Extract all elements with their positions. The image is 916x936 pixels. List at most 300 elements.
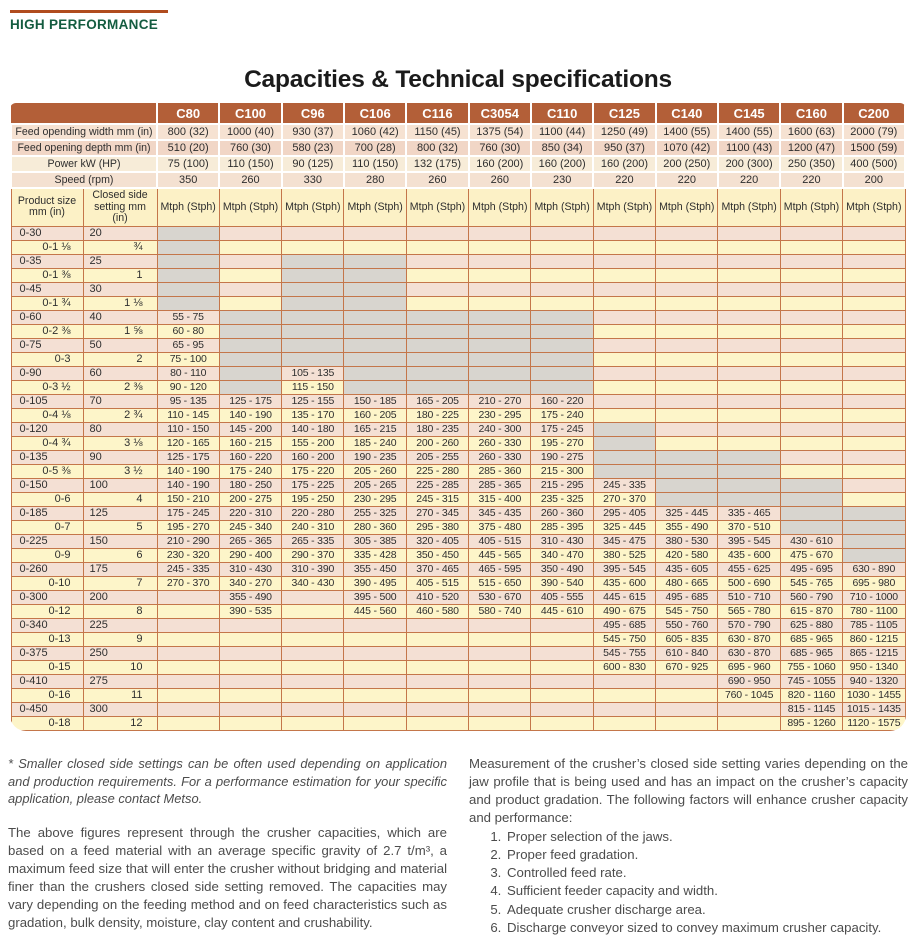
closed-side-setting: 50 bbox=[83, 338, 157, 352]
performance-factor-item: 4. Sufficient feeder capacity and width. bbox=[505, 882, 908, 900]
page-title: Capacities & Technical specifications bbox=[244, 66, 672, 93]
capacity-cell: 490 - 675 bbox=[593, 604, 655, 618]
capacity-cell: 475 - 670 bbox=[780, 548, 842, 562]
capacity-cell: 125 - 155 bbox=[282, 394, 344, 408]
closed-side-setting: 20 bbox=[83, 226, 157, 240]
capacity-cell: 95 - 135 bbox=[157, 394, 219, 408]
page bbox=[0, 10, 916, 936]
capacity-cell bbox=[531, 674, 593, 688]
not-applicable-cell bbox=[656, 464, 718, 478]
not-applicable-cell bbox=[344, 296, 406, 310]
capacity-cell: 180 - 235 bbox=[406, 422, 468, 436]
capacity-cell: 950 - 1340 bbox=[843, 660, 905, 674]
capacity-cell bbox=[843, 366, 905, 380]
capacity-cell: 695 - 960 bbox=[718, 660, 780, 674]
closed-side-setting: 2 ⅜ bbox=[83, 380, 157, 394]
capacity-row bbox=[11, 506, 905, 520]
capacity-cell bbox=[780, 366, 842, 380]
capacity-cell: 755 - 1060 bbox=[780, 660, 842, 674]
capacity-cell: 545 - 765 bbox=[780, 576, 842, 590]
not-applicable-cell bbox=[531, 380, 593, 394]
spec-value: 90 (125) bbox=[282, 156, 344, 172]
capacity-cell bbox=[344, 688, 406, 702]
performance-factor-item: 2. Proper feed gradation. bbox=[505, 846, 908, 864]
footer-left-column bbox=[8, 755, 447, 936]
closed-side-setting: 5 bbox=[83, 520, 157, 534]
capacity-cell: 190 - 275 bbox=[531, 450, 593, 464]
spec-value: 1400 (55) bbox=[718, 124, 780, 140]
capacity-cell bbox=[344, 240, 406, 254]
model-header-row bbox=[11, 103, 905, 124]
product-size: 0-15 bbox=[11, 660, 83, 674]
capacity-cell: 465 - 595 bbox=[469, 562, 531, 576]
capacity-cell: 180 - 225 bbox=[406, 408, 468, 422]
capacity-cell: 940 - 1320 bbox=[843, 674, 905, 688]
capacity-cell: 145 - 200 bbox=[219, 422, 281, 436]
capacity-cell: 165 - 205 bbox=[406, 394, 468, 408]
not-applicable-cell bbox=[593, 450, 655, 464]
capacity-cell bbox=[780, 436, 842, 450]
capacity-cell: 495 - 695 bbox=[780, 562, 842, 576]
capacity-data-section bbox=[11, 226, 905, 730]
capacity-cell: 160 - 205 bbox=[344, 408, 406, 422]
capacity-cell bbox=[593, 282, 655, 296]
capacity-cell: 160 - 215 bbox=[219, 436, 281, 450]
capacity-cell: 370 - 465 bbox=[406, 562, 468, 576]
capacity-cell bbox=[469, 240, 531, 254]
capacity-cell bbox=[718, 702, 780, 716]
spec-value: 760 (30) bbox=[469, 140, 531, 156]
capacity-cell bbox=[344, 660, 406, 674]
capacity-cell: 405 - 515 bbox=[469, 534, 531, 548]
capacity-cell bbox=[593, 254, 655, 268]
spec-section bbox=[11, 124, 905, 188]
capacity-cell bbox=[843, 422, 905, 436]
capacity-cell bbox=[656, 296, 718, 310]
brand-label: HIGH PERFORMANCE bbox=[10, 17, 159, 32]
capacity-cell: 785 - 1105 bbox=[843, 618, 905, 632]
capacities-table-wrap bbox=[10, 103, 906, 731]
spec-value: 1000 (40) bbox=[219, 124, 281, 140]
capacity-cell bbox=[157, 646, 219, 660]
capacity-cell: 315 - 400 bbox=[469, 492, 531, 506]
not-applicable-cell bbox=[531, 324, 593, 338]
closed-side-setting: 11 bbox=[83, 688, 157, 702]
capacity-cell bbox=[843, 478, 905, 492]
capacity-cell: 110 - 145 bbox=[157, 408, 219, 422]
closed-side-header: Closed side setting mm (in) bbox=[83, 188, 157, 226]
capacity-cell bbox=[531, 646, 593, 660]
capacity-cell: 140 - 190 bbox=[219, 408, 281, 422]
spec-value: 1400 (55) bbox=[656, 124, 718, 140]
capacity-cell: 175 - 245 bbox=[157, 506, 219, 520]
product-size: 0-18 bbox=[11, 716, 83, 730]
capacity-cell: 235 - 325 bbox=[531, 492, 593, 506]
capacity-cell: 685 - 965 bbox=[780, 632, 842, 646]
brand-block bbox=[10, 10, 170, 32]
capacity-cell bbox=[656, 674, 718, 688]
not-applicable-cell bbox=[718, 450, 780, 464]
capacity-row bbox=[11, 352, 905, 366]
capacity-cell bbox=[531, 226, 593, 240]
spec-value: 132 (175) bbox=[406, 156, 468, 172]
capacity-cell bbox=[780, 338, 842, 352]
model-header-corner bbox=[11, 103, 157, 124]
product-size: 0-45 bbox=[11, 282, 83, 296]
capacity-cell: 860 - 1215 bbox=[843, 632, 905, 646]
performance-factor-item: 1. Proper selection of the jaws. bbox=[505, 828, 908, 846]
capacity-cell bbox=[656, 226, 718, 240]
model-header-c100: C100 bbox=[219, 103, 281, 124]
capacity-cell: 190 - 235 bbox=[344, 450, 406, 464]
unit-label: Mtph (Stph) bbox=[656, 188, 718, 226]
product-size: 0-16 bbox=[11, 688, 83, 702]
capacity-cell: 375 - 480 bbox=[469, 520, 531, 534]
capacity-cell: 220 - 280 bbox=[282, 506, 344, 520]
capacity-row bbox=[11, 548, 905, 562]
closed-side-setting: 125 bbox=[83, 506, 157, 520]
spec-value: 230 bbox=[531, 172, 593, 188]
closed-side-setting: 6 bbox=[83, 548, 157, 562]
capacity-cell bbox=[219, 674, 281, 688]
product-size: 0-1 ⅜ bbox=[11, 268, 83, 282]
spec-value: 930 (37) bbox=[282, 124, 344, 140]
capacity-cell bbox=[157, 604, 219, 618]
capacity-cell bbox=[219, 282, 281, 296]
model-header-c3054: C3054 bbox=[469, 103, 531, 124]
capacity-cell: 270 - 370 bbox=[157, 576, 219, 590]
not-applicable-cell bbox=[656, 450, 718, 464]
capacity-cell bbox=[780, 296, 842, 310]
product-size-header: Product size mm (in) bbox=[11, 188, 83, 226]
capacity-cell bbox=[593, 674, 655, 688]
capacity-cell bbox=[406, 240, 468, 254]
capacity-cell: 75 - 100 bbox=[157, 352, 219, 366]
capacity-cell bbox=[282, 632, 344, 646]
capacity-cell bbox=[656, 282, 718, 296]
capacity-cell bbox=[656, 702, 718, 716]
capacity-cell bbox=[531, 632, 593, 646]
not-applicable-cell bbox=[843, 506, 905, 520]
spec-value: 200 bbox=[843, 172, 905, 188]
capacity-cell bbox=[282, 618, 344, 632]
capacity-cell bbox=[780, 450, 842, 464]
capacity-cell bbox=[531, 660, 593, 674]
capacity-cell: 460 - 580 bbox=[406, 604, 468, 618]
capacity-cell: 150 - 210 bbox=[157, 492, 219, 506]
not-applicable-cell bbox=[469, 310, 531, 324]
not-applicable-cell bbox=[780, 478, 842, 492]
model-header-c80: C80 bbox=[157, 103, 219, 124]
capacity-cell: 125 - 175 bbox=[219, 394, 281, 408]
capacity-cell: 355 - 490 bbox=[656, 520, 718, 534]
table-head bbox=[11, 103, 905, 124]
capacity-cell: 245 - 315 bbox=[406, 492, 468, 506]
capacity-cell bbox=[469, 268, 531, 282]
capacity-cell bbox=[406, 226, 468, 240]
capacity-cell: 195 - 270 bbox=[157, 520, 219, 534]
spec-value: 260 bbox=[219, 172, 281, 188]
capacity-cell bbox=[843, 310, 905, 324]
capacity-cell bbox=[406, 254, 468, 268]
capacity-cell: 600 - 830 bbox=[593, 660, 655, 674]
capacity-cell bbox=[656, 380, 718, 394]
capacity-cell bbox=[469, 716, 531, 730]
closed-side-setting: 1 ⅝ bbox=[83, 324, 157, 338]
capacity-cell bbox=[843, 408, 905, 422]
capacity-cell: 445 - 610 bbox=[531, 604, 593, 618]
capacity-cell: 405 - 555 bbox=[531, 590, 593, 604]
capacity-cell: 175 - 245 bbox=[531, 422, 593, 436]
spec-value: 160 (200) bbox=[531, 156, 593, 172]
capacity-cell bbox=[157, 618, 219, 632]
not-applicable-cell bbox=[469, 380, 531, 394]
closed-side-setting: 4 bbox=[83, 492, 157, 506]
capacity-row bbox=[11, 338, 905, 352]
not-applicable-cell bbox=[282, 268, 344, 282]
capacity-cell bbox=[593, 352, 655, 366]
product-size: 0-150 bbox=[11, 478, 83, 492]
closed-side-setting: 300 bbox=[83, 702, 157, 716]
capacity-cell: 205 - 265 bbox=[344, 478, 406, 492]
capacity-cell: 335 - 465 bbox=[718, 506, 780, 520]
capacity-cell bbox=[843, 380, 905, 394]
capacity-cell: 355 - 490 bbox=[219, 590, 281, 604]
capacity-cell bbox=[531, 282, 593, 296]
capacity-row bbox=[11, 324, 905, 338]
capacity-cell: 610 - 840 bbox=[656, 646, 718, 660]
closed-side-setting: 2 bbox=[83, 352, 157, 366]
capacity-cell: 340 - 430 bbox=[282, 576, 344, 590]
capacity-cell bbox=[593, 268, 655, 282]
closed-side-setting: 1 bbox=[83, 268, 157, 282]
not-applicable-cell bbox=[469, 338, 531, 352]
not-applicable-cell bbox=[469, 324, 531, 338]
not-applicable-cell bbox=[282, 324, 344, 338]
spec-value: 200 (250) bbox=[656, 156, 718, 172]
unit-label: Mtph (Stph) bbox=[593, 188, 655, 226]
closed-side-setting: 1 ⅛ bbox=[83, 296, 157, 310]
capacity-cell bbox=[469, 646, 531, 660]
capacity-cell bbox=[780, 324, 842, 338]
capacity-cell: 210 - 290 bbox=[157, 534, 219, 548]
not-applicable-cell bbox=[593, 436, 655, 450]
capacity-cell bbox=[718, 716, 780, 730]
capacity-cell: 310 - 430 bbox=[219, 562, 281, 576]
capacity-cell bbox=[469, 296, 531, 310]
capacity-cell bbox=[718, 352, 780, 366]
closed-side-setting: 60 bbox=[83, 366, 157, 380]
closed-side-setting: 9 bbox=[83, 632, 157, 646]
capacity-cell: 280 - 360 bbox=[344, 520, 406, 534]
capacity-cell: 320 - 405 bbox=[406, 534, 468, 548]
capacity-row bbox=[11, 520, 905, 534]
product-size: 0-375 bbox=[11, 646, 83, 660]
footnote-smaller-css: * Smaller closed side settings can be often used depending on application and production requirements. For a performance estimation for your specific application, please contact Metso. bbox=[8, 755, 447, 807]
capacity-row bbox=[11, 618, 905, 632]
capacity-cell bbox=[282, 688, 344, 702]
not-applicable-cell bbox=[406, 380, 468, 394]
not-applicable-cell bbox=[344, 282, 406, 296]
capacity-cell: 150 - 185 bbox=[344, 394, 406, 408]
capacity-cell: 435 - 605 bbox=[656, 562, 718, 576]
spec-value: 510 (20) bbox=[157, 140, 219, 156]
capacity-cell bbox=[843, 394, 905, 408]
capacity-cell: 395 - 545 bbox=[593, 562, 655, 576]
product-size: 0-35 bbox=[11, 254, 83, 268]
capacity-cell: 380 - 530 bbox=[656, 534, 718, 548]
capacity-cell bbox=[718, 268, 780, 282]
closed-side-setting: 40 bbox=[83, 310, 157, 324]
spec-value: 250 (350) bbox=[780, 156, 842, 172]
capacity-cell bbox=[718, 226, 780, 240]
capacity-cell bbox=[282, 660, 344, 674]
product-size: 0-105 bbox=[11, 394, 83, 408]
capacity-row bbox=[11, 646, 905, 660]
capacity-cell bbox=[843, 338, 905, 352]
capacity-cell bbox=[780, 282, 842, 296]
capacity-cell bbox=[406, 618, 468, 632]
capacity-explanation: The above figures represent through the crusher capacities, which are based on a feed material with an average specific gravity of 2.7 t/m³, a maximum feed size that will enter the crusher without bridging and material finer than the crushers closed side setting removed. The capacities may vary depending on the feeding method and on feed characteristics such as gradation, bulk density, moisture, clay content and crushability. bbox=[8, 824, 447, 931]
capacity-cell: 175 - 240 bbox=[219, 464, 281, 478]
capacity-cell: 285 - 395 bbox=[531, 520, 593, 534]
capacity-cell: 230 - 295 bbox=[344, 492, 406, 506]
closed-side-setting: 25 bbox=[83, 254, 157, 268]
capacity-cell bbox=[406, 632, 468, 646]
capacity-cell bbox=[718, 324, 780, 338]
capacity-row bbox=[11, 380, 905, 394]
spec-value: 1200 (47) bbox=[780, 140, 842, 156]
not-applicable-cell bbox=[531, 352, 593, 366]
capacity-cell: 435 - 600 bbox=[718, 548, 780, 562]
capacity-cell: 480 - 665 bbox=[656, 576, 718, 590]
capacity-cell bbox=[406, 716, 468, 730]
capacity-row bbox=[11, 604, 905, 618]
capacity-cell bbox=[718, 422, 780, 436]
capacity-cell: 290 - 370 bbox=[282, 548, 344, 562]
closed-side-setting: 8 bbox=[83, 604, 157, 618]
capacity-cell bbox=[656, 240, 718, 254]
spec-value: 950 (37) bbox=[593, 140, 655, 156]
spec-row bbox=[11, 172, 905, 188]
capacity-cell bbox=[843, 268, 905, 282]
not-applicable-cell bbox=[843, 534, 905, 548]
product-size: 0-135 bbox=[11, 450, 83, 464]
capacity-cell: 495 - 685 bbox=[593, 618, 655, 632]
closed-side-setting: 175 bbox=[83, 562, 157, 576]
capacity-cell bbox=[780, 422, 842, 436]
capacity-cell: 570 - 790 bbox=[718, 618, 780, 632]
capacity-cell: 255 - 325 bbox=[344, 506, 406, 520]
capacity-cell: 760 - 1045 bbox=[718, 688, 780, 702]
capacity-cell: 690 - 950 bbox=[718, 674, 780, 688]
unit-label: Mtph (Stph) bbox=[780, 188, 842, 226]
capacity-cell bbox=[593, 688, 655, 702]
capacity-cell bbox=[469, 660, 531, 674]
capacity-cell bbox=[469, 632, 531, 646]
capacity-cell bbox=[593, 394, 655, 408]
capacity-cell bbox=[656, 338, 718, 352]
capacity-cell: 445 - 560 bbox=[344, 604, 406, 618]
capacity-cell bbox=[531, 268, 593, 282]
unit-label: Mtph (Stph) bbox=[718, 188, 780, 226]
product-size: 0-4 ⅛ bbox=[11, 408, 83, 422]
capacity-cell bbox=[593, 366, 655, 380]
not-applicable-cell bbox=[282, 296, 344, 310]
capacity-cell: 230 - 320 bbox=[157, 548, 219, 562]
spec-value: 75 (100) bbox=[157, 156, 219, 172]
not-applicable-cell bbox=[344, 310, 406, 324]
capacity-cell bbox=[406, 282, 468, 296]
capacity-cell bbox=[843, 464, 905, 478]
capacity-cell bbox=[843, 296, 905, 310]
product-size: 0-10 bbox=[11, 576, 83, 590]
spec-value: 1600 (63) bbox=[780, 124, 842, 140]
capacity-cell bbox=[344, 226, 406, 240]
closed-side-setting: 12 bbox=[83, 716, 157, 730]
capacity-cell bbox=[718, 296, 780, 310]
capacity-cell: 140 - 190 bbox=[157, 464, 219, 478]
not-applicable-cell bbox=[718, 478, 780, 492]
not-applicable-cell bbox=[282, 338, 344, 352]
product-size: 0-7 bbox=[11, 520, 83, 534]
capacity-cell bbox=[593, 408, 655, 422]
capacity-cell: 565 - 780 bbox=[718, 604, 780, 618]
capacity-cell bbox=[780, 268, 842, 282]
capacity-cell bbox=[718, 380, 780, 394]
not-applicable-cell bbox=[843, 548, 905, 562]
product-size: 0-6 bbox=[11, 492, 83, 506]
capacity-cell bbox=[656, 254, 718, 268]
capacity-cell bbox=[469, 688, 531, 702]
product-size: 0-9 bbox=[11, 548, 83, 562]
closed-side-setting: 3 ⅛ bbox=[83, 436, 157, 450]
spec-value: 2000 (79) bbox=[843, 124, 905, 140]
capacity-row bbox=[11, 394, 905, 408]
capacity-cell bbox=[406, 702, 468, 716]
capacity-cell: 670 - 925 bbox=[656, 660, 718, 674]
closed-side-setting: 225 bbox=[83, 618, 157, 632]
capacity-cell bbox=[531, 688, 593, 702]
spec-value: 1250 (49) bbox=[593, 124, 655, 140]
capacity-cell: 345 - 475 bbox=[593, 534, 655, 548]
capacity-cell bbox=[843, 352, 905, 366]
model-header-c160: C160 bbox=[780, 103, 842, 124]
capacity-cell: 310 - 430 bbox=[531, 534, 593, 548]
capacity-cell: 160 - 200 bbox=[282, 450, 344, 464]
capacity-row bbox=[11, 478, 905, 492]
capacity-cell bbox=[780, 226, 842, 240]
capacity-cell bbox=[531, 240, 593, 254]
capacity-cell: 220 - 310 bbox=[219, 506, 281, 520]
spec-label: Feed opending width mm (in) bbox=[11, 124, 157, 140]
capacity-cell: 135 - 170 bbox=[282, 408, 344, 422]
not-applicable-cell bbox=[344, 324, 406, 338]
capacity-cell bbox=[843, 492, 905, 506]
capacity-row bbox=[11, 282, 905, 296]
model-header-c110: C110 bbox=[531, 103, 593, 124]
capacity-cell: 165 - 215 bbox=[344, 422, 406, 436]
capacity-cell bbox=[593, 226, 655, 240]
capacity-cell bbox=[219, 632, 281, 646]
capacity-cell bbox=[531, 254, 593, 268]
spec-label: Power kW (HP) bbox=[11, 156, 157, 172]
capacity-cell bbox=[469, 618, 531, 632]
not-applicable-cell bbox=[406, 338, 468, 352]
closed-side-setting: 3 ½ bbox=[83, 464, 157, 478]
capacity-cell: 225 - 285 bbox=[406, 478, 468, 492]
capacity-cell bbox=[157, 590, 219, 604]
